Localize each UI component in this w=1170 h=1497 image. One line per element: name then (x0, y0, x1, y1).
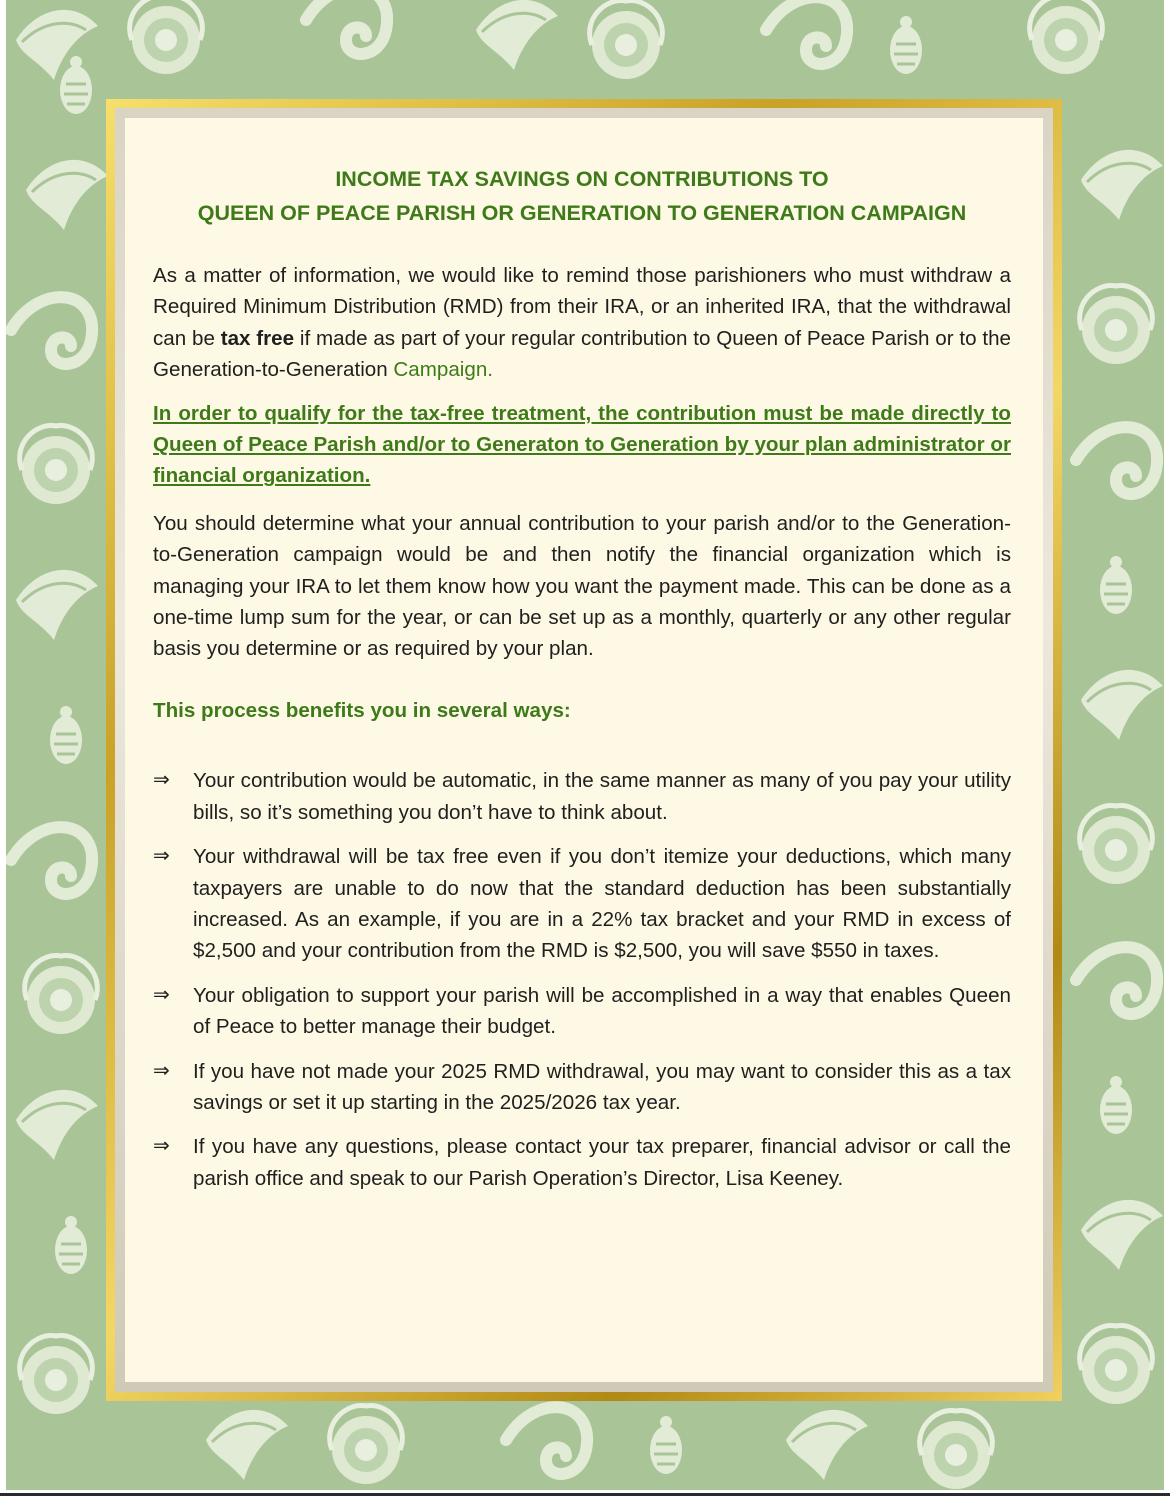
list-item-text: Your withdrawal will be tax free even if you don’t itemize your deductions, which many taxpayers are unable to do now that the standard deduction has been substantially increased. As an example, if you are in a 22% tax bracket and your RMD in excess of $2,500 and your contribution from the RMD is $2,500, you will save $550 in taxes. (193, 845, 1011, 963)
qualification-paragraph: In order to qualify for the tax-free treatment, the contribution must be made directly to Queen of Peace Parish and/or to Generaton to Generation by your plan administrator or financial organization. (153, 401, 1011, 488)
benefits-list (153, 765, 1011, 1194)
flyer-panel (125, 118, 1043, 1382)
intro-text-2: if made as part of your regular contribution to Queen of Peace Parish or to the Generation-to-Generation (153, 326, 1011, 382)
list-item-text: Your contribution would be automatic, in the same manner as many of you pay your utility bills, so it’s something you don’t have to think about. (193, 769, 1011, 824)
list-item (153, 1056, 1011, 1119)
page-bottom-rule (0, 1490, 1170, 1497)
arrow-right-icon: ⇒ (153, 983, 170, 1006)
tax-free-emphasis: tax free (220, 326, 295, 350)
list-item (153, 841, 1011, 967)
intro-campaign-word: Campaign. (393, 358, 493, 382)
list-item-text: If you have any questions, please contact your tax preparer, financial advisor or call the parish office and speak to our Parish Operation’s Director, Lisa Keeney. (193, 1135, 1011, 1190)
list-item (153, 1131, 1011, 1194)
list-item-text: If you have not made your 2025 RMD withdrawal, you may want to consider this as a tax savings or set it up starting in the 2025/2026 tax year. (193, 1059, 1011, 1114)
title-line-2: QUEEN OF PEACE PARISH OR GENERATION TO GENERATION CAMPAIGN (197, 201, 967, 225)
arrow-right-icon: ⇒ (153, 1059, 170, 1082)
list-item (153, 980, 1011, 1043)
gold-frame (106, 99, 1062, 1401)
frame-mat (115, 108, 1053, 1392)
list-item (153, 765, 1011, 828)
arrow-right-icon: ⇒ (153, 769, 170, 792)
list-item-text: Your obligation to support your parish will be accomplished in a way that enables Queen of Peace to better manage their budget. (193, 983, 1011, 1039)
arrow-right-icon: ⇒ (153, 845, 170, 868)
page-title (153, 162, 1011, 230)
benefits-heading: This process benefits you in several ways: (153, 698, 571, 722)
title-line-1: INCOME TAX SAVINGS ON CONTRIBUTIONS TO (335, 167, 829, 191)
instructions-paragraph: You should determine what your annual contribution to your parish and/or to the Generation-to-Generation campaign would be and then notify the financial organization which is managing your IRA to let them know how you want the payment made. This can be done as a one-time lump sum for the year, or can be set up as a monthly, quarterly or any other regular basis you determine or as required by your plan. (153, 511, 1011, 661)
intro-text-1: As a matter of information, we would like to remind those parishioners who must withdraw a Required Minimum Distribution (RMD) from their IRA, or an inherited IRA, that the withdrawal can be (153, 264, 1011, 350)
arrow-right-icon: ⇒ (153, 1135, 170, 1158)
intro-paragraph (153, 260, 1011, 386)
